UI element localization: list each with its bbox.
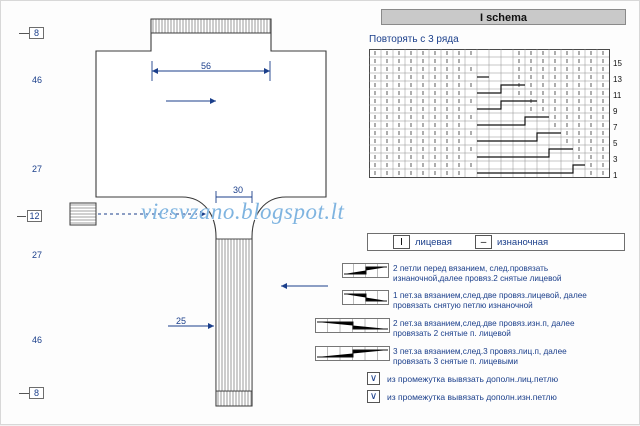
measure-46-bottom: 46 [31, 335, 42, 345]
make-one-purl-icon: ∨ [367, 390, 380, 403]
watermark: viesvzano.blogspot.lt [141, 199, 345, 224]
row-number: 9 [613, 107, 618, 116]
legend-entry-4-line2: провязать 3 снятые п. лицевыми [393, 356, 518, 366]
legend-entry-4-line1: 3 пет.за вязанием,след.3 провяз.лиц.п, далее [393, 347, 567, 356]
row-number: 3 [613, 155, 618, 164]
legend-entry-2-line2: провязать снятую петлю изнаночной [393, 300, 533, 310]
legend-entry-4 [393, 347, 629, 366]
row-number: 13 [613, 75, 622, 84]
label-width-25: 25 [176, 316, 187, 326]
bottom-ribbing [216, 391, 252, 406]
legend-entry-2-line1: 1 пет.за вязанием,след.две провяз.лицевой, далее [393, 291, 587, 300]
legend-entry-3 [393, 319, 629, 338]
tick-line [19, 33, 29, 34]
stitch-chart-grid [369, 49, 621, 181]
measure-8-top: 8 [29, 27, 44, 39]
row-number: 5 [613, 139, 618, 148]
row-number: 11 [613, 91, 622, 100]
cable-symbol-1-icon [342, 263, 390, 279]
left-cuff-ribbing [70, 203, 96, 225]
row-number: 15 [613, 59, 622, 68]
measure-27-top: 27 [31, 164, 42, 174]
measure-12: 12 [27, 210, 42, 222]
center-ribbing [216, 239, 252, 391]
row-number: 7 [613, 123, 618, 132]
tick-line [19, 393, 29, 394]
row-number: 1 [613, 171, 618, 180]
legend-knit-label: лицевая [415, 237, 452, 248]
label-width-30: 30 [233, 185, 244, 195]
legend-entry-3-line2: провязать 2 снятые п. лицевой [393, 328, 511, 338]
repeat-note: Повторять с 3 ряда [369, 34, 459, 45]
legend-entry-1 [393, 264, 629, 283]
measure-8-bottom: 8 [29, 387, 44, 399]
chart-title: I schema [381, 9, 626, 25]
cable-symbol-4-icon [315, 346, 391, 362]
legend-entry-1-line1: 2 петли перед вязанием, след.провязать [393, 264, 549, 273]
legend-check-2-label: из промежутка вывязать дополн.изн.петлю [387, 392, 557, 402]
make-one-knit-icon: ∨ [367, 372, 380, 385]
legend-check-1-label: из промежутка вывязать дополн.лиц.петлю [387, 374, 559, 384]
tick-line [17, 216, 26, 217]
legend-knit-symbol: I [393, 235, 410, 249]
top-ribbing [151, 19, 271, 33]
cable-symbol-2-icon [342, 290, 390, 306]
cable-symbol-3-icon [315, 318, 391, 334]
legend-entry-2 [393, 291, 629, 310]
label-width-56: 56 [201, 61, 212, 71]
legend-entry-1-line2: изнаночной,далее провяз.2 снятые лицевой [393, 273, 562, 283]
measure-27-bottom: 27 [31, 250, 42, 260]
legend-purl-symbol: – [475, 235, 492, 249]
measure-46-top: 46 [31, 75, 42, 85]
legend-entry-3-line1: 2 пет.за вязанием,след.две провяз.изн.п, далее [393, 319, 575, 328]
legend-purl-label: изнаночная [497, 237, 549, 248]
